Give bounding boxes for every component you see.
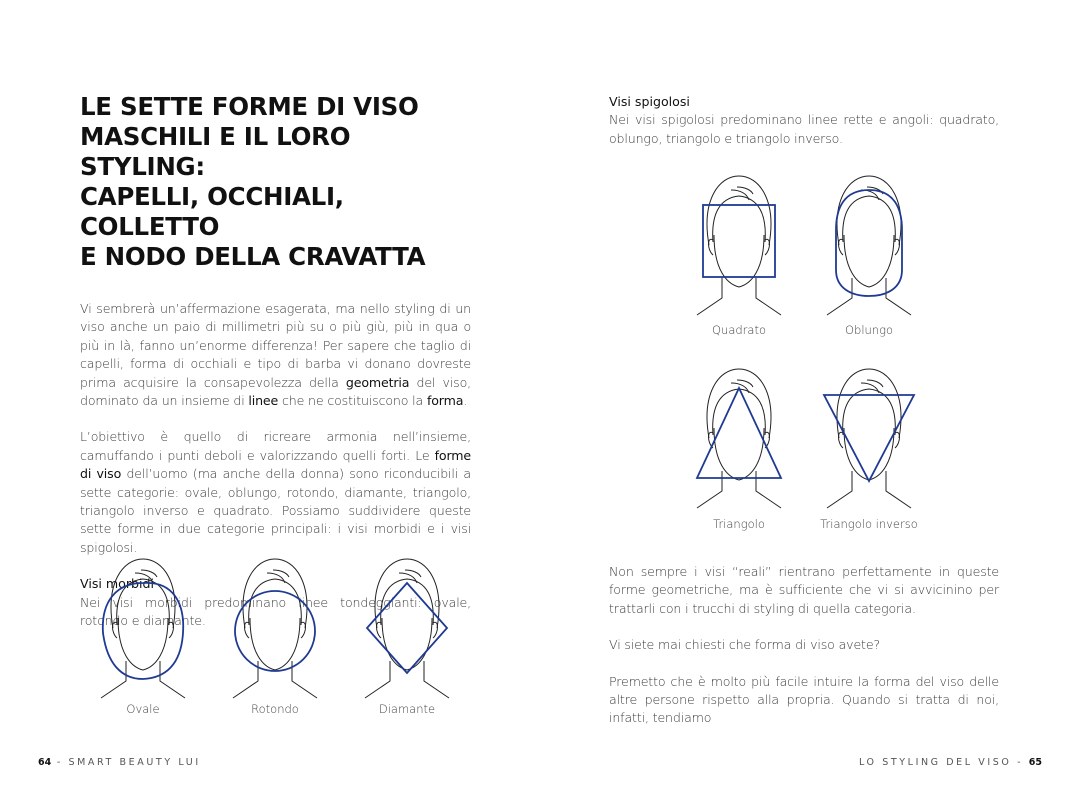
left-page-content: [80, 92, 471, 631]
title-line: E NODO DELLA CRAVATTA: [80, 242, 426, 271]
face-illustration-inv-triangle: [819, 363, 919, 513]
face-illustration-square: [689, 170, 789, 320]
face-label: Triangolo: [713, 517, 765, 531]
chapter-title: [80, 92, 471, 272]
face-illustration-oblong: [819, 170, 919, 320]
footer-right: LO STYLING DEL VISO - 65: [858, 757, 1042, 768]
face-label: Diamante: [378, 702, 436, 716]
right-page-content: [609, 93, 999, 148]
face-illustration-triangle: [689, 363, 789, 513]
face-illustration-circle: [225, 553, 325, 703]
angular-faces-heading: Visi spigolosi: [609, 94, 690, 109]
oblong-shape-outline: [836, 190, 902, 296]
face-illustration-diamond: [357, 553, 457, 703]
title-line: MASCHILI E IL LORO STYLING:: [80, 122, 351, 181]
footer-left: 64 - SMART BEAUTY LUI: [38, 757, 201, 768]
paragraph: Non sempre i visi “reali” rientrano perfettamente in queste forme geometriche, ma è sufficiente che vi si avvicinino per trattarli con i trucchi di styling di quella categoria.: [609, 564, 999, 616]
face-label: Triangolo inverso: [820, 517, 918, 531]
face-label: Quadrato: [711, 323, 766, 337]
circle-shape-outline: [235, 591, 315, 671]
intro-paragraph: Vi sembrerà un’affermazione esagerata, ma nello styling di un viso anche un paio di millimetri più su o più giù, più in qua o più in là, fanno un’enorme differenza! Per sapere che taglio di capelli, forma di occhiali e tipo di barba vi donano dovreste prima acquisire la consapevolezza della geometria del viso, dominato da un insieme di linee che ne costituiscono la forma.: [80, 301, 471, 409]
right-page-bottom-text: [609, 563, 999, 728]
paragraph: Premetto che è molto più facile intuire la forma del viso delle altre persone rispetto alla propria. Quando si tratta di noi, infatti, tendiamo: [609, 673, 999, 726]
page-number: 64: [38, 757, 52, 768]
objective-paragraph: L’obiettivo è quello di ricreare armonia nell’insieme, camuffando i punti deboli e valorizzando quelli forti. Le forme di viso dell’uomo (ma anche della donna) sono riconducibili a sette categorie: ovale, oblungo, rotondo, diamante, triangolo, triangolo inverso e quadrato. Possiamo suddividere queste sette forme in due categorie principali: i visi morbidi e i visi spigolosi.: [80, 429, 471, 555]
face-illustration-oval: [93, 553, 193, 703]
soft-faces-heading: Visi morbidi: [80, 576, 155, 592]
soft-faces-text: Nei visi morbidi predominano linee tondeggianti: ovale, rotondo e diamante.: [80, 594, 471, 629]
diamond-shape-outline: [367, 583, 447, 673]
title-line: CAPELLI, OCCHIALI, COLLETTO: [80, 182, 344, 241]
face-label: Rotondo: [251, 702, 299, 716]
face-label: Ovale: [126, 702, 160, 716]
paragraph: Vi siete mai chiesti che forma di viso avete?: [609, 637, 880, 653]
oval-shape-outline: [103, 583, 183, 679]
page-number: 65: [1028, 757, 1042, 768]
face-label: Oblungo: [844, 323, 894, 337]
title-line: LE SETTE FORME DI VISO: [80, 92, 419, 121]
angular-faces-text: Nei visi spigolosi predominano linee rette e angoli: quadrato, oblungo, triangolo e triangolo inverso.: [609, 112, 999, 146]
